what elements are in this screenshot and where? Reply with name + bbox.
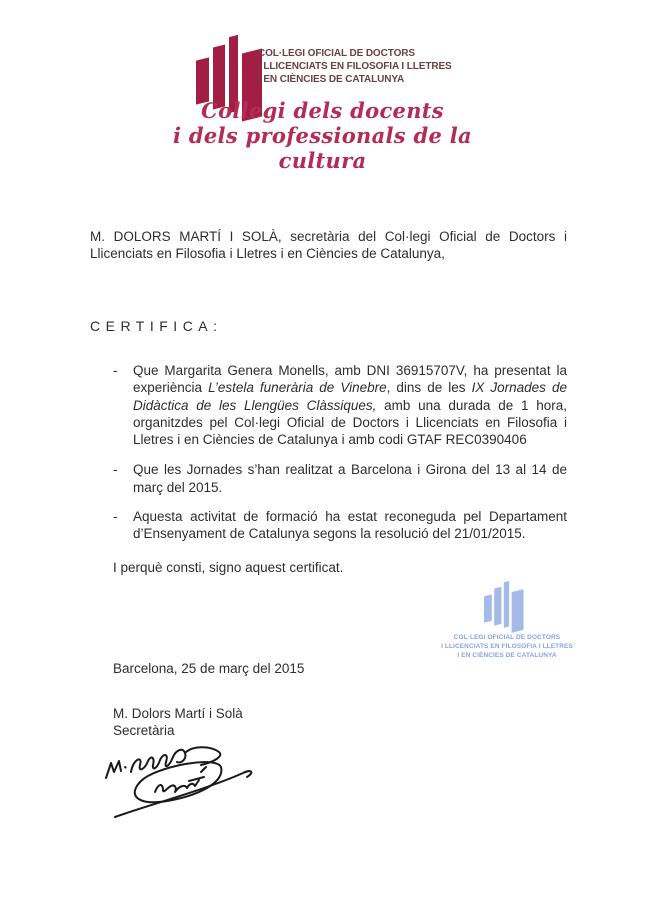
place-date: Barcelona, 25 de març del 2015	[113, 661, 305, 676]
bullet-dash: -	[113, 509, 118, 525]
org-name-line: I EN CIÈNCIES DE CATALUNYA	[258, 74, 405, 85]
signer-block	[113, 705, 243, 740]
certify-item-text: Que les Jornades s’han realitzat a Barcelona i Girona del 13 al 14 de març del 2015.	[133, 462, 567, 495]
tagline-line: i dels professionals de la cultura	[173, 123, 472, 173]
event-title: IX Jornades de Didàctica de les Llengües Clàssiques,	[133, 380, 567, 413]
tagline	[150, 98, 495, 173]
intro-paragraph: M. DOLORS MARTÍ I SOLÀ, secretària del Col·legi Oficial de Doctors i Llicenciats en Filosofia i Lletres i en Ciències de Catalunya,	[90, 229, 567, 262]
certify-item-text: amb una durada de 1 hora, organitzdes pel Col·legi Oficial de Doctors i Llicenciats en Filosofia i Lletres i en Ciències de Catalunya i amb codi GTAF REC0390406	[133, 397, 567, 448]
certify-item-text: , dins de les	[386, 380, 472, 396]
org-name-line: I LLICENCIATS EN FILOSOFIA I LLETRES	[258, 61, 452, 72]
certify-list	[113, 362, 567, 556]
stamp-org-name	[416, 633, 598, 660]
stamp-org-line: COL·LEGI OFICIAL DE DOCTORS	[453, 634, 561, 641]
certify-item-text: Que Margarita Genera Monells, amb DNI 36915707V, ha presentat la experiència	[133, 363, 567, 396]
work-title: L’estela funerària de Vinebre	[208, 380, 387, 396]
bullet-dash: -	[113, 363, 118, 378]
certify-item-text: Aquesta activitat de formació ha estat reconeguda pel Departament d’Ensenyament de Catalunya segons la resolució del 21/01/2015.	[133, 509, 567, 542]
stamp-bars-icon	[484, 581, 524, 636]
handwritten-signature	[93, 743, 273, 823]
closing-statement: I perquè consti, signo aquest certificat.	[113, 560, 344, 575]
org-name-line: COL·LEGI OFICIAL DE DOCTORS	[258, 48, 415, 59]
certify-item	[113, 362, 567, 448]
certify-item	[113, 461, 567, 496]
bullet-dash: -	[113, 462, 118, 478]
tagline-line: Collegi dels docents	[201, 98, 444, 123]
stamp-org-line: I EN CIÈNCIES DE CATALUNYA	[457, 652, 557, 659]
certify-heading: CERTIFICA:	[90, 318, 223, 334]
signer-name: M. Dolors Martí i Solà	[113, 706, 243, 721]
org-name	[258, 47, 452, 86]
stamp-logo-icon	[484, 581, 524, 636]
certify-item	[113, 508, 567, 543]
signer-role: Secretària	[113, 723, 175, 739]
stamp-org-line: I LLICENCIATS EN FILOSOFIA I LLETRES	[441, 643, 573, 650]
